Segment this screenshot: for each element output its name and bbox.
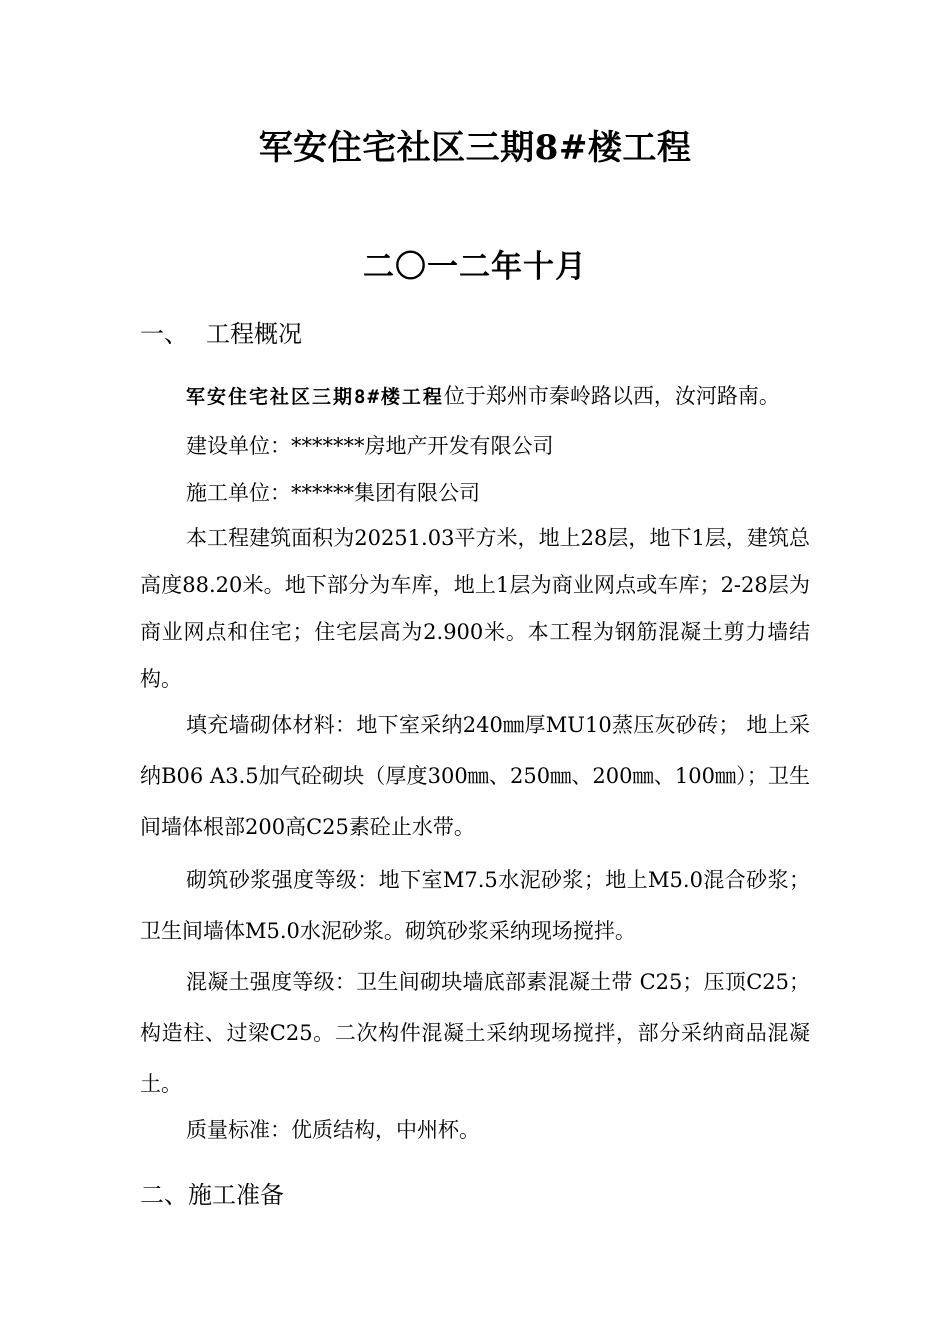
concrete-paragraph: 混凝土强度等级：卫生间砌块墙底部素混凝土带 C25；压顶C25；构造柱、过梁C25。二次构件混凝土采纳现场搅拌，部分采纳商品混凝土。 — [140, 970, 810, 1096]
quality-paragraph: 质量标准：优质结构，中州杯。 — [186, 1118, 480, 1142]
infill-wall-paragraph: 填充墙砌体材料：地下室采纳240㎜厚MU10蒸压灰砂砖； 地上采纳B06 A3.5加气砼砌块（厚度300㎜、250㎜、200㎜、100㎜）；卫生间墙体根部200高C25素砼止水带。 — [140, 713, 810, 839]
document-date: 二〇一二年十月 — [363, 249, 587, 285]
section-number: 一、 — [140, 320, 188, 348]
contractor-paragraph: 施工单位：******集团有限公司 — [186, 481, 480, 505]
builder-paragraph: 建设单位：*******房地产开发有限公司 — [186, 434, 554, 458]
project-location: 位于郑州市秦岭路以西，汝河路南。 — [443, 384, 780, 408]
mortar-paragraph: 砌筑砂浆强度等级：地下室M7.5水泥砂浆；地上M5.0混合砂浆；卫生间墙体M5.0水泥砂浆。砌筑砂浆采纳现场搅拌。 — [140, 868, 810, 943]
scale-paragraph: 本工程建筑面积为20251.03平方米，地上28层，地下1层，建筑总高度88.20米。地下部分为车库，地上1层为商业网点或车库；2-28层为商业网点和住宅；住宅层高为2.900米。本工程为钢筋混凝土剪力墙结构。 — [140, 526, 810, 691]
project-name: 军安住宅社区三期8#楼工程 — [186, 386, 444, 408]
project-location-paragraph — [140, 374, 810, 419]
document-title: 军安住宅社区三期8#楼工程 — [258, 128, 692, 168]
section-heading-overview — [140, 314, 302, 349]
section-heading-preparation: 二、施工准备 — [140, 1181, 284, 1209]
section-title: 工程概况 — [206, 320, 302, 348]
